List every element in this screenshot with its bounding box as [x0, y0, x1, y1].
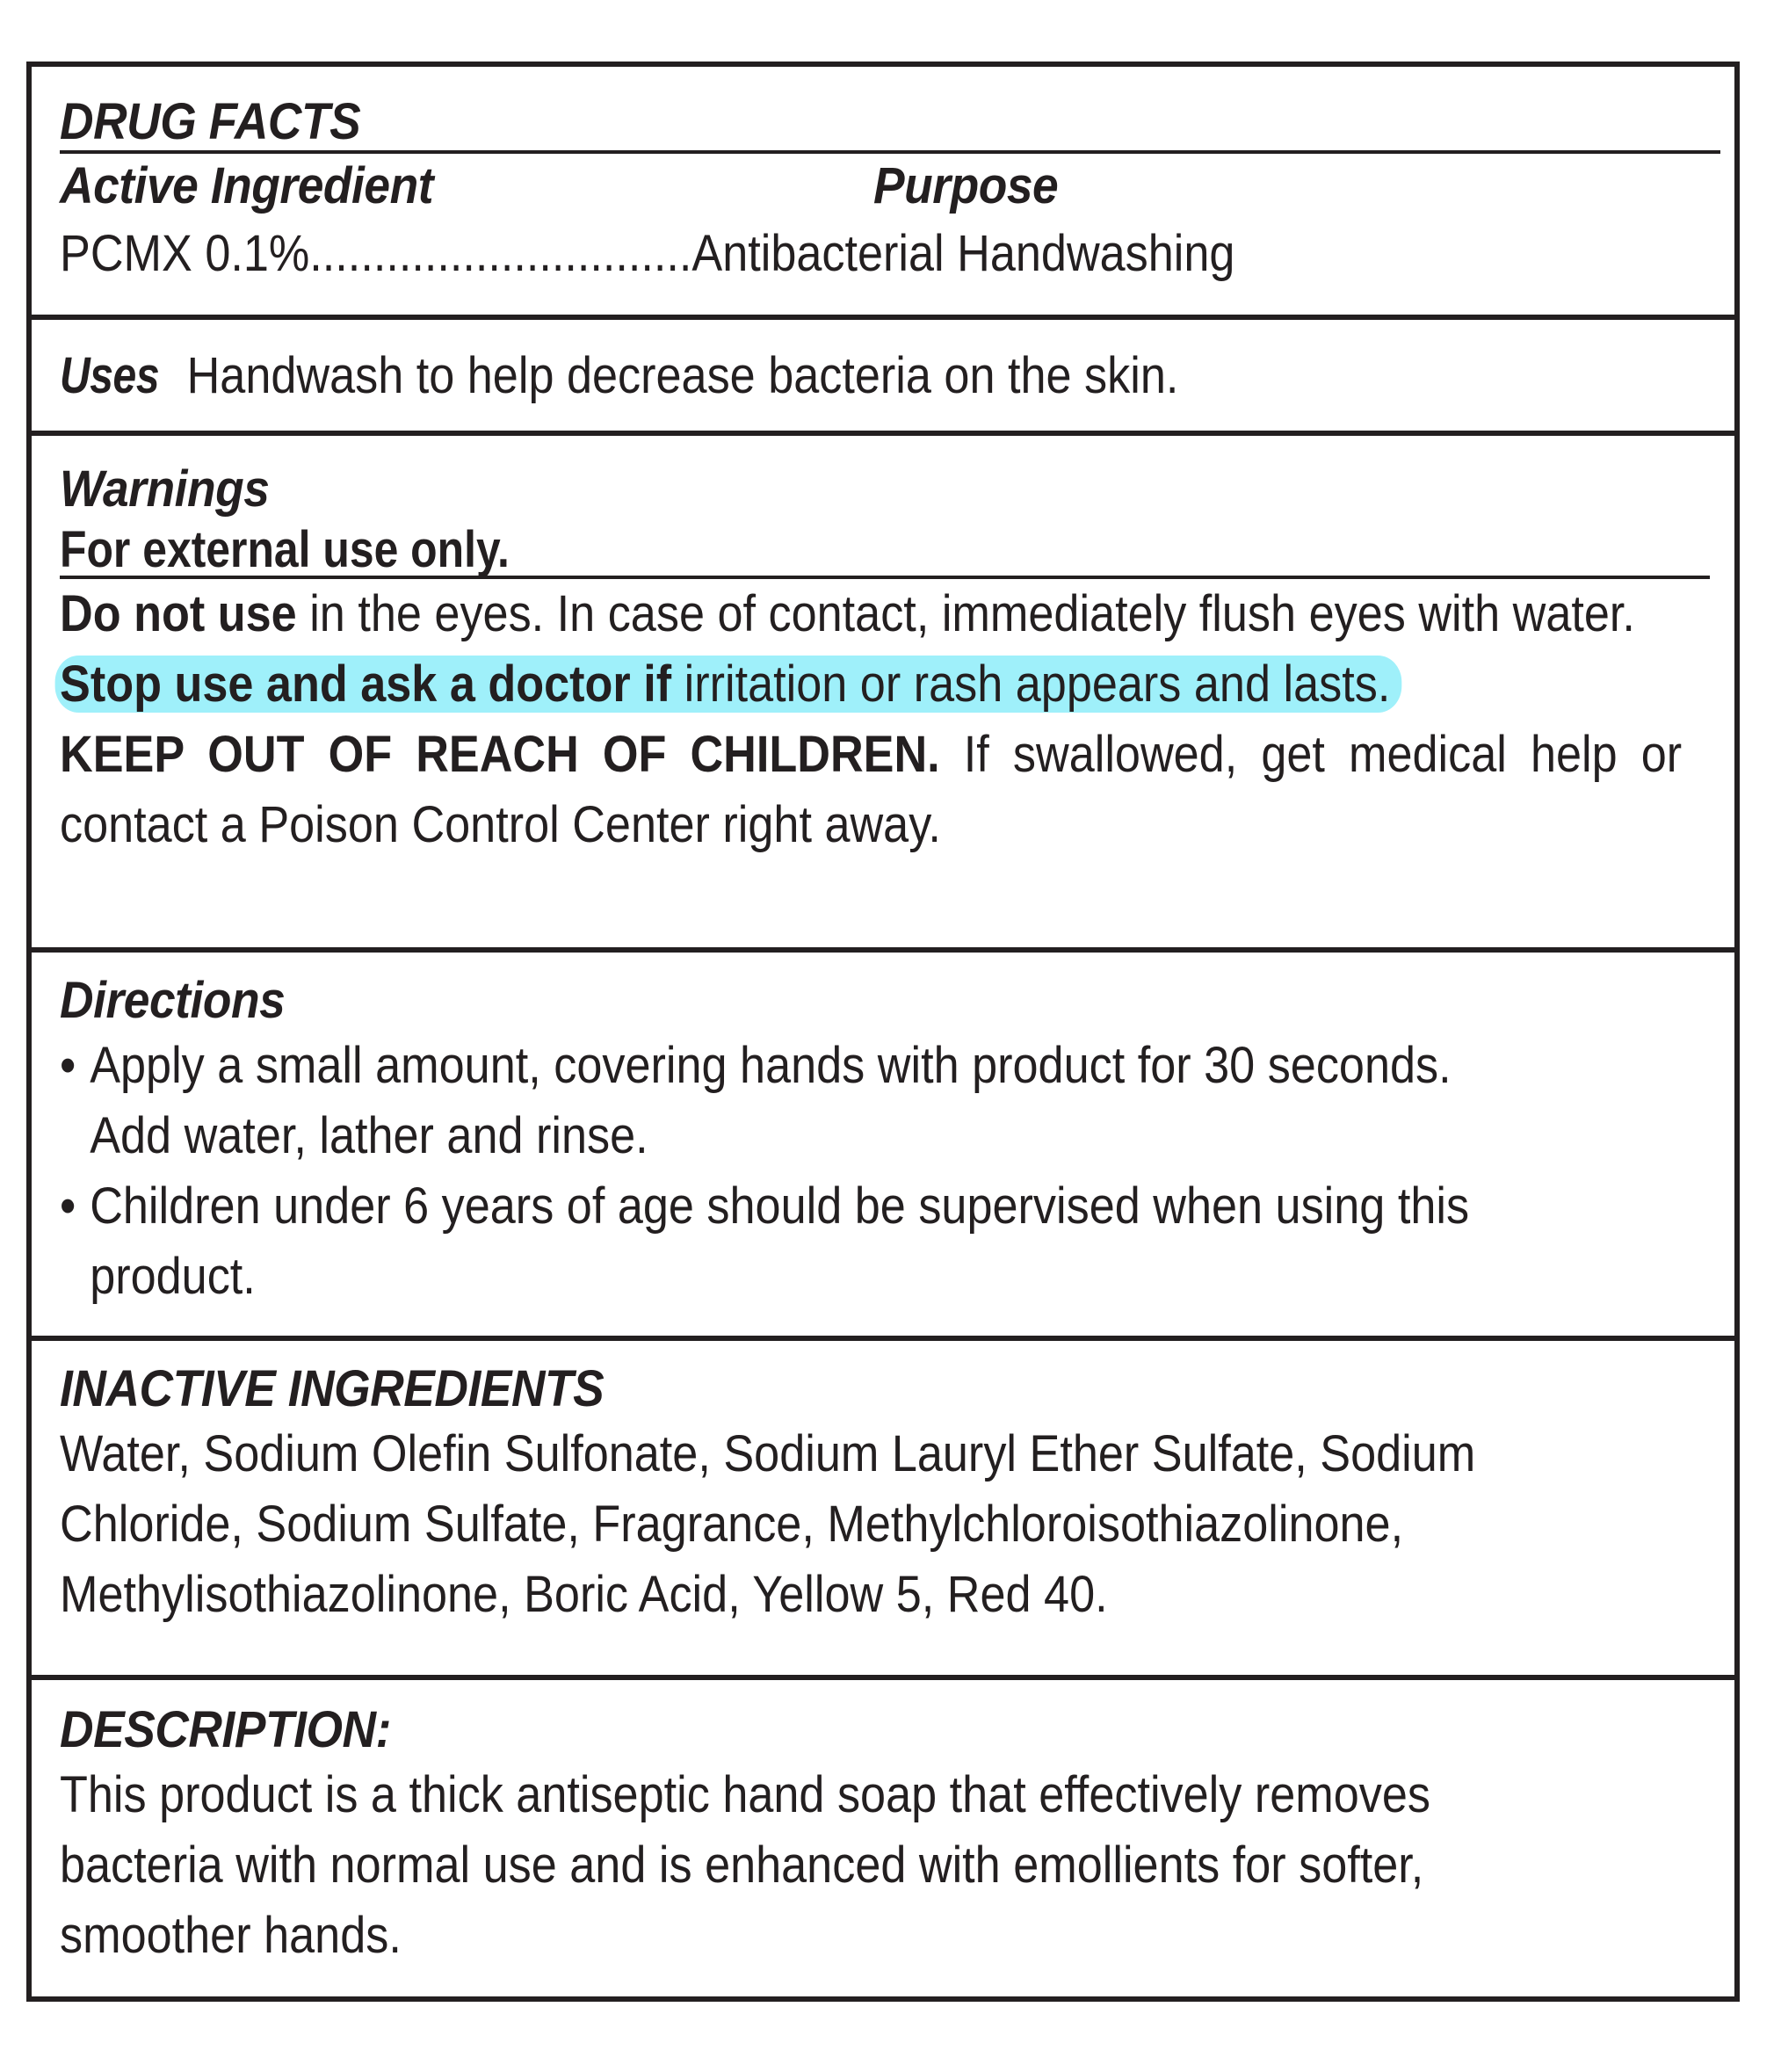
directions-item [60, 1031, 1543, 1101]
inactive-ingredients-line: Chloride, Sodium Sulfate, Fragrance, Methylchloroisothiazolinone, [60, 1495, 1404, 1553]
inactive-ingredients-line: Water, Sodium Olefin Sulfonate, Sodium Lauryl Ether Sulfate, Sodium [60, 1424, 1476, 1482]
keep-out-line-2: contact a Poison Control Center right away. [60, 795, 941, 853]
do-not-use-text: in the eyes. In case of contact, immediately flush eyes with water. [296, 584, 1635, 642]
active-ingredient-row [60, 219, 1543, 289]
section-divider [32, 1675, 1734, 1680]
stop-use-line [60, 649, 1543, 720]
directions-item [60, 1171, 1543, 1242]
do-not-use-line [60, 579, 1635, 649]
uses-label: Uses [60, 347, 160, 404]
stop-use-label: Stop use and ask a doctor if [60, 655, 672, 713]
purpose-text: Antibacterial Handwashing [691, 224, 1235, 282]
stop-use-highlight [55, 656, 1401, 713]
section-divider [32, 315, 1734, 320]
description-line: smoother hands. [60, 1906, 402, 1964]
section-divider [32, 947, 1734, 953]
directions-title: Directions [60, 972, 286, 1029]
section-divider [32, 1336, 1734, 1341]
keep-out-text: If swallowed, get medical help or [939, 725, 1683, 783]
keep-out-label: KEEP OUT OF REACH OF CHILDREN. [60, 725, 940, 783]
uses-section [32, 341, 1734, 411]
inactive-ingredients-line: Methylisothiazolinone, Boric Acid, Yellow 5, Red 40. [60, 1565, 1108, 1623]
directions-section [32, 972, 1734, 1312]
leader-dots: .............................. [309, 224, 692, 282]
purpose-header: Purpose [873, 156, 1059, 214]
warnings-title: Warnings [60, 460, 270, 518]
inactive-ingredients-section [32, 1360, 1734, 1630]
drug-facts-panel [26, 62, 1740, 2002]
active-purpose-header-row [60, 154, 1708, 219]
uses-text: Handwash to help decrease bacteria on the skin. [186, 347, 1179, 404]
description-title: DESCRIPTION: [60, 1701, 391, 1758]
external-use-text: For external use only. [60, 520, 510, 578]
directions-item-continuation: product. [90, 1247, 256, 1305]
warnings-section [32, 460, 1734, 860]
active-ingredient-name: PCMX 0.1% [60, 224, 310, 282]
keep-out-line [60, 720, 1683, 790]
section-divider [32, 431, 1734, 436]
do-not-use-label: Do not use [60, 584, 297, 642]
uses-row [60, 341, 1543, 411]
description-line: bacteria with normal use and is enhanced with emollients for softer, [60, 1836, 1424, 1894]
drug-facts-section [32, 93, 1734, 289]
active-ingredient-header: Active Ingredient [60, 156, 434, 214]
directions-item-text: Children under 6 years of age should be supervised when using this [90, 1177, 1470, 1235]
drug-facts-title: DRUG FACTS [60, 93, 361, 150]
bullet: • [60, 1177, 76, 1235]
directions-item-text: Apply a small amount, covering hands with product for 30 seconds. [90, 1036, 1452, 1094]
description-line: This product is a thick antiseptic hand soap that effectively removes [60, 1765, 1431, 1823]
stop-use-text: irritation or rash appears and lasts. [671, 655, 1391, 713]
inactive-ingredients-title: INACTIVE INGREDIENTS [60, 1360, 605, 1417]
description-section [32, 1701, 1734, 1971]
bullet: • [60, 1036, 76, 1094]
directions-item-continuation: Add water, lather and rinse. [90, 1106, 648, 1164]
